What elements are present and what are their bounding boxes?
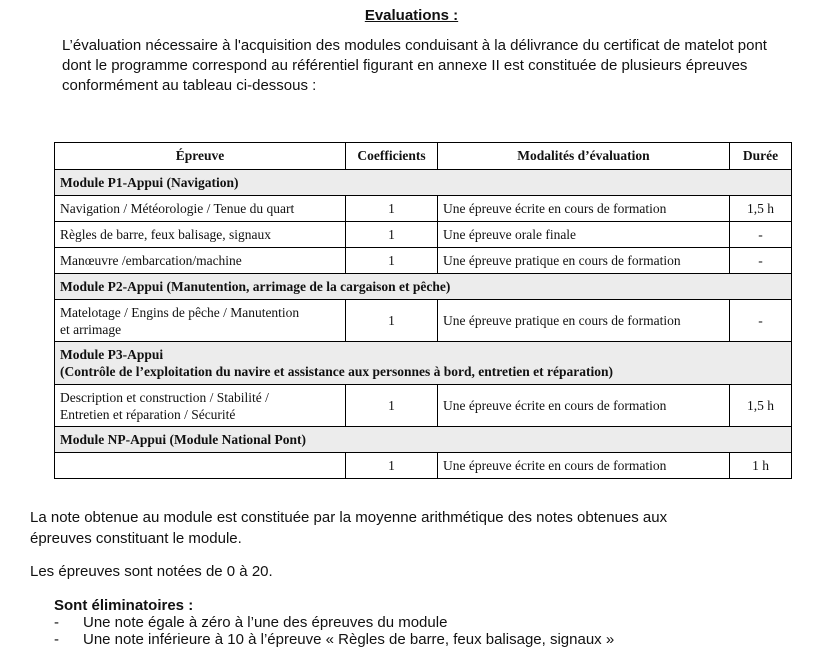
- cell-epreuve: [55, 385, 346, 427]
- module-subtitle: (Contrôle de l’exploitation du navire et assistance aux personnes à bord, entretien et réparation): [60, 364, 613, 379]
- module-row: [55, 342, 792, 385]
- cell-epreuve: [55, 300, 346, 342]
- table-header-row: [55, 143, 792, 170]
- header-modalites: Modalités d’évaluation: [438, 143, 730, 170]
- cell-duree: 1 h: [730, 453, 792, 479]
- cell-duree: -: [730, 300, 792, 342]
- cell-coef: 1: [346, 300, 438, 342]
- grading-scale-text: Les épreuves sont notées de 0 à 20.: [30, 563, 273, 580]
- cell-epreuve-line: Description et construction / Stabilité /: [60, 389, 269, 405]
- cell-epreuve: Manœuvre /embarcation/machine: [55, 248, 346, 274]
- cell-modalite: Une épreuve écrite en cours de formation: [438, 385, 730, 427]
- header-coefficients: Coefficients: [346, 143, 438, 170]
- bullet-dash: -: [54, 614, 59, 631]
- cell-duree: -: [730, 222, 792, 248]
- list-item-text: Une note inférieure à 10 à l’épreuve « Règles de barre, feux balisage, signaux »: [83, 631, 615, 648]
- cell-modalite: Une épreuve pratique en cours de formation: [438, 248, 730, 274]
- list-item: [54, 631, 614, 648]
- cell-coef: 1: [346, 385, 438, 427]
- cell-modalite: Une épreuve pratique en cours de formation: [438, 300, 730, 342]
- table-row: [55, 453, 792, 479]
- cell-duree: 1,5 h: [730, 196, 792, 222]
- section-heading: Evaluations :: [364, 7, 459, 24]
- cell-modalite: Une épreuve écrite en cours de formation: [438, 453, 730, 479]
- header-duree: Durée: [730, 143, 792, 170]
- eliminatory-title: Sont éliminatoires :: [54, 597, 194, 614]
- cell-coef: 1: [346, 453, 438, 479]
- cell-modalite: Une épreuve orale finale: [438, 222, 730, 248]
- note-paragraph: La note obtenue au module est constituée par la moyenne arithmétique des notes obtenues aux épreuves constituant le module.: [30, 509, 668, 547]
- cell-epreuve: Règles de barre, feux balisage, signaux: [55, 222, 346, 248]
- list-item-text: Une note égale à zéro à l’une des épreuves du module: [83, 614, 448, 631]
- table-row: [55, 300, 792, 342]
- cell-duree: -: [730, 248, 792, 274]
- table-row: [55, 222, 792, 248]
- module-title: Module P2-Appui (Manutention, arrimage de la cargaison et pêche): [55, 274, 792, 300]
- module-row: [55, 274, 792, 300]
- module-title: [55, 342, 792, 385]
- cell-duree: 1,5 h: [730, 385, 792, 427]
- table-row: [55, 196, 792, 222]
- cell-epreuve-line: et arrimage: [60, 321, 122, 337]
- bullet-dash: -: [54, 631, 59, 648]
- cell-epreuve-line: Matelotage / Engins de pêche / Manutention: [60, 304, 300, 320]
- cell-epreuve: [55, 453, 346, 479]
- list-item: [54, 614, 614, 631]
- eliminatory-list: [54, 614, 614, 648]
- table-row: [55, 248, 792, 274]
- evaluation-table: [54, 142, 792, 479]
- module-title: Module P1-Appui (Navigation): [55, 170, 792, 196]
- cell-modalite: Une épreuve écrite en cours de formation: [438, 196, 730, 222]
- intro-paragraph: L’évaluation nécessaire à l'acquisition des modules conduisant à la délivrance du certificat de matelot pont dont le programme correspond au référentiel figurant en annexe II est constituée de plusieurs épreuves conformément au tableau ci-dessous :: [62, 37, 767, 94]
- table-row: [55, 385, 792, 427]
- cell-epreuve: Navigation / Météorologie / Tenue du quart: [55, 196, 346, 222]
- module-row: [55, 427, 792, 453]
- module-title: Module NP-Appui (Module National Pont): [55, 427, 792, 453]
- cell-coef: 1: [346, 196, 438, 222]
- header-epreuve: Épreuve: [55, 143, 346, 170]
- module-row: [55, 170, 792, 196]
- module-title-line: Module P3-Appui: [60, 347, 164, 362]
- cell-coef: 1: [346, 248, 438, 274]
- cell-coef: 1: [346, 222, 438, 248]
- cell-epreuve-line: Entretien et réparation / Sécurité: [60, 406, 236, 422]
